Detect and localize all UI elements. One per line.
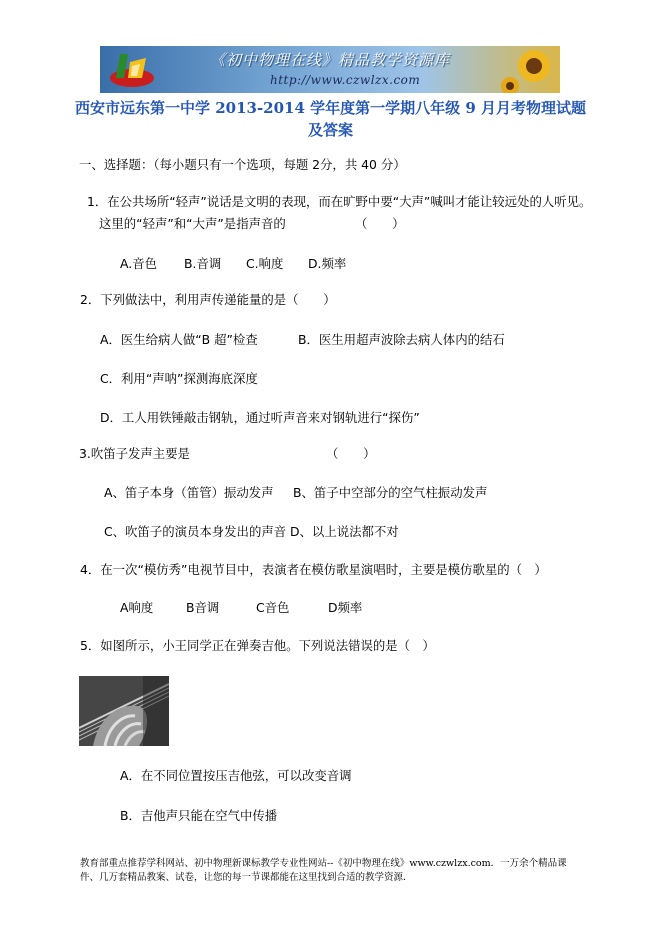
question-2-option-c: C．利用“声呐”探测海底深度 xyxy=(100,371,258,386)
question-3-stem: 3.吹笛子发声主要是 xyxy=(79,446,190,461)
question-1-blank: （ ） xyxy=(355,216,405,231)
question-3-options-cd xyxy=(104,523,399,541)
question-1-option-c: C.响度 xyxy=(246,256,284,271)
question-4-option-b: B音调 xyxy=(186,600,220,615)
question-4-option-d: D频率 xyxy=(328,600,363,615)
guitar-photo xyxy=(79,676,169,746)
question-3-option-c: C、吹笛子的演员本身发出的声音 xyxy=(104,524,287,539)
question-3-blank: （ ） xyxy=(326,446,376,461)
question-3-option-d: D、以上说法都不对 xyxy=(290,524,399,539)
document-title-line1: 西安市远东第一中学 2013-2014 学年度第一学期八年级 9 月月考物理试题 xyxy=(74,99,587,117)
question-1-option-b: B.音调 xyxy=(184,256,222,271)
banner-url: http://www.czwlzx.com xyxy=(270,73,421,87)
section-heading: 一、选择题：（每小题只有一个选项，每题 2分，共 40 分） xyxy=(79,157,406,172)
header-banner xyxy=(100,46,560,93)
question-2-option-b: B．医生用超声波除去病人体内的结石 xyxy=(298,332,505,347)
question-2-option-d: D．工人用铁锤敲击钢轨，通过听声音来对钢轨进行“探伤” xyxy=(100,410,420,425)
question-3-option-a: A、笛子本身（笛管）振动发声 xyxy=(104,485,274,500)
footer-line2: 件、几万套精品教案、试卷，让您的每一节课都能在这里找到合适的教学资源． xyxy=(80,872,413,883)
question-2-options-ab xyxy=(100,331,505,349)
site-logo-icon xyxy=(106,48,158,90)
banner-title: 《初中物理在线》精品教学资源库 xyxy=(210,51,451,69)
question-4-option-a: A响度 xyxy=(120,600,154,615)
document-title-line2: 及答案 xyxy=(307,121,353,139)
sunflower-icon xyxy=(500,46,560,93)
question-5-option-a: A．在不同位置按压吉他弦，可以改变音调 xyxy=(120,768,352,783)
question-5-stem: 5．如图所示，小王同学正在弹奏吉他。下列说法错误的是（ ） xyxy=(80,638,435,653)
question-2-option-a: A．医生给病人做“B 超”检查 xyxy=(100,332,258,347)
question-1-stem-line1: 1．在公共场所“轻声”说话是文明的表现，而在旷野中要“大声”喊叫才能让较远处的人听见。 xyxy=(87,194,592,209)
question-3-options-ab xyxy=(104,484,487,502)
question-1-option-a: A.音色 xyxy=(120,256,157,271)
question-4-stem: 4．在一次“模仿秀”电视节目中，表演者在模仿歌星演唱时，主要是模仿歌星的（ ） xyxy=(80,562,547,577)
question-1-options xyxy=(120,255,346,273)
question-1-option-d: D.频率 xyxy=(308,256,347,271)
question-2-stem: 2．下列做法中，利用声传递能量的是（ ） xyxy=(80,292,336,307)
footer-line1: 教育部重点推荐学科网站、初中物理新课标教学专业性网站--《初中物理在线》www.czwlzx.com．一万余个精品课 xyxy=(80,858,567,869)
question-4-option-c: C音色 xyxy=(256,600,290,615)
question-4-options xyxy=(120,599,362,617)
question-5-option-b: B．吉他声只能在空气中传播 xyxy=(120,808,278,823)
question-1-stem-line2: 这里的“轻声”和“大声”是指声音的 xyxy=(99,216,286,231)
question-3-option-b: B、笛子中空部分的空气柱振动发声 xyxy=(293,485,488,500)
